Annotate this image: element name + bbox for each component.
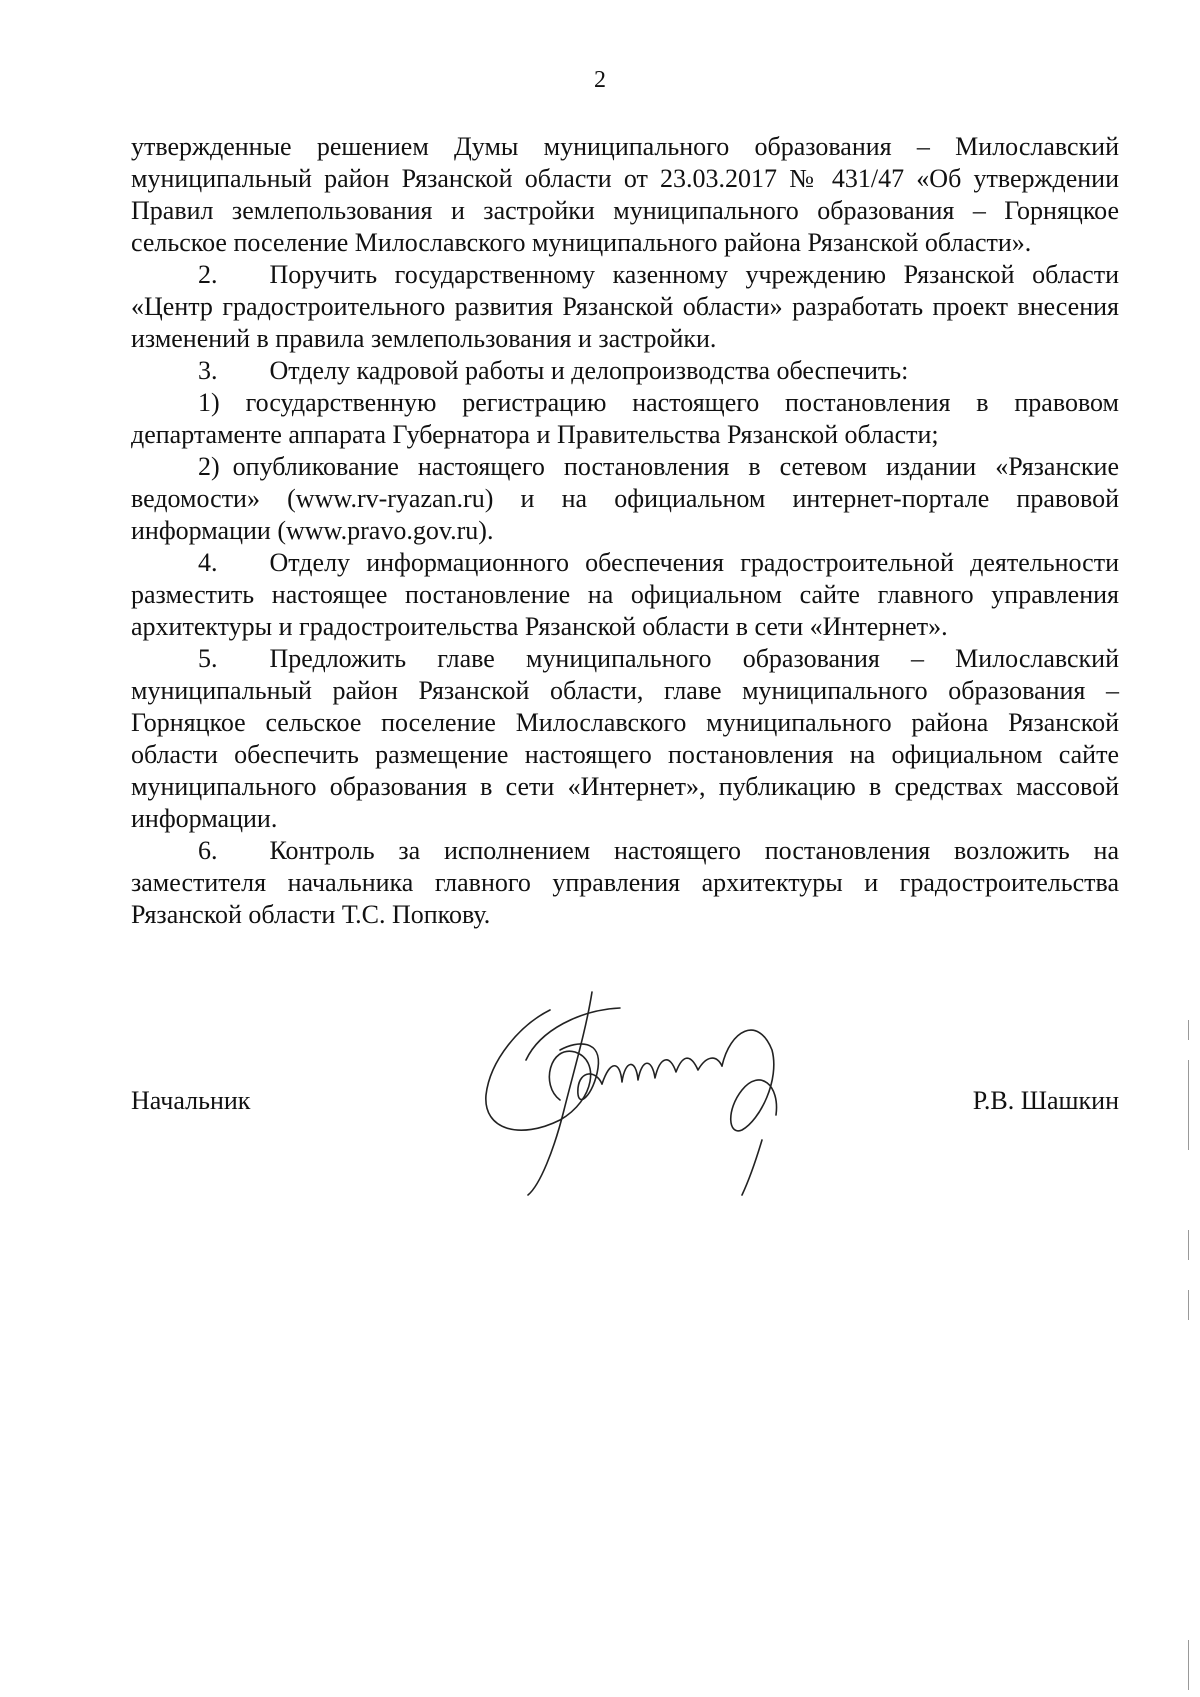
paragraph-2: 2. Поручить государственному казенному учреждению Рязанской области «Центр градостроительного развития Рязанской области» разработать проект внесения изменений в правила землепользования и застройки. xyxy=(131,260,1119,353)
paragraph-5: 5. Предложить главе муниципального образования – Милославский муниципальный район Рязанской области, главе муниципального образования – Горняцкое сельское поселение Милославского муниципального района Рязанской области обеспечить размещение настоящего постановления на официальном сайте муниципального образования в сети «Интернет», публикацию в средствах массовой информации. xyxy=(131,644,1119,833)
position-title: Начальник xyxy=(131,1086,251,1115)
scan-edge-mark xyxy=(1188,1020,1189,1040)
scan-edge-mark xyxy=(1188,1060,1189,1150)
signer-name: Р.В. Шашкин xyxy=(972,1086,1119,1115)
paragraph-3-item-1: 1) государственную регистрацию настоящего постановления в правовом департаменте аппарата Губернатора и Правительства Рязанской области; xyxy=(131,388,1119,449)
signature-block xyxy=(131,1085,1119,1125)
document-body xyxy=(131,131,1119,931)
paragraph-3-item-2: 2) опубликование настоящего постановления в сетевом издании «Рязанские ведомости» (www.rv-ryazan.ru) и на официальном интернет-портале правовой информации (www.pravo.gov.ru). xyxy=(131,452,1119,545)
scan-edge-mark xyxy=(1188,1290,1189,1320)
page-number: 2 xyxy=(594,67,606,93)
paragraph-4: 4. Отделу информационного обеспечения градостроительной деятельности разместить настоящее постановление на официальном сайте главного управления архитектуры и градостроительства Рязанской области в сети «Интернет». xyxy=(131,548,1119,641)
paragraph-1-continuation: утвержденные решением Думы муниципального образования – Милославский муниципальный район Рязанской области от 23.03.2017 № 431/47 «Об утверждении Правил землепользования и застройки муниципального образования – Горняцкое сельское поселение Милославского муниципального района Рязанской области». xyxy=(131,132,1119,257)
scan-edge-mark xyxy=(1188,1230,1189,1260)
paragraph-6: 6. Контроль за исполнением настоящего постановления возложить на заместителя начальника главного управления архитектуры и градостроительства Рязанской области Т.С. Попкову. xyxy=(131,836,1119,929)
paragraph-3: 3. Отделу кадровой работы и делопроизводства обеспечить: xyxy=(198,356,909,385)
scan-edge-mark xyxy=(1188,1640,1189,1690)
